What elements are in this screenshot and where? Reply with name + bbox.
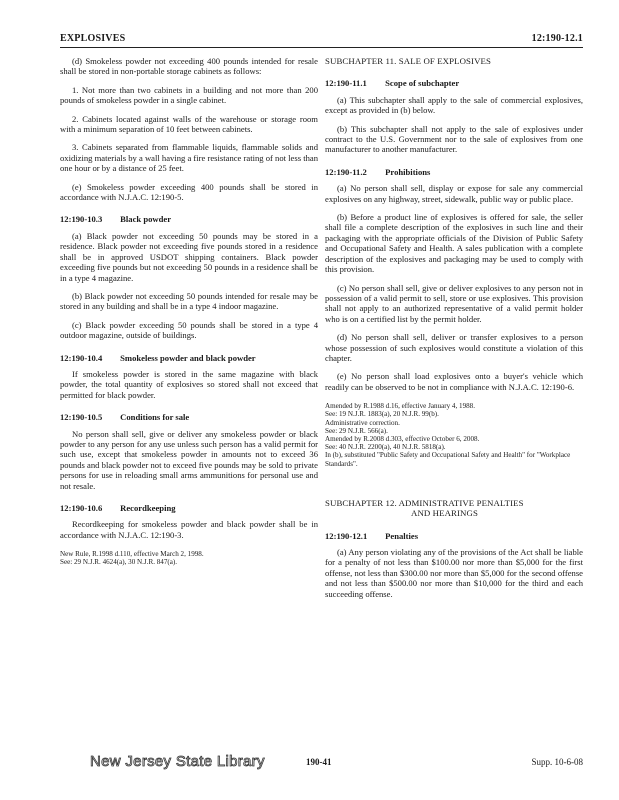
paragraph: (b) This subchapter shall not apply to the sale of explosives under contract to the U.S. Government nor to the sale of explosives from one manufacturer to another manufacturer. bbox=[325, 123, 583, 155]
running-header bbox=[60, 33, 583, 44]
section-heading-10-5 bbox=[60, 412, 318, 422]
section-number: 12:190-10.5 bbox=[60, 412, 103, 423]
paragraph-d-2: 2. Cabinets located against walls of the warehouse or storage room with a minimum separation of 10 feet between cabinets. bbox=[60, 113, 318, 135]
supplement-date: Supp. 10-6-08 bbox=[531, 756, 583, 767]
header-section-number: 12:190-12.1 bbox=[531, 33, 583, 44]
paragraph: (b) Black powder not exceeding 50 pounds intended for resale may be stored in any building and shall be in a type 4 indoor magazine. bbox=[60, 290, 318, 312]
header-rule bbox=[60, 47, 583, 48]
section-number: 12:190-11.2 bbox=[325, 166, 367, 177]
paragraph: (d) No person shall sell, deliver or transfer explosives to a person whose possession of such explosives would constitute a violation of this chapter. bbox=[325, 332, 583, 363]
paragraph: (a) No person shall sell, display or expose for sale any commercial explosives on any highway, street, sidewalk, public way or public place. bbox=[325, 183, 583, 204]
left-column bbox=[60, 56, 318, 575]
paragraph: (c) No person shall sell, give or deliver explosives to any person not in possession of a valid permit to sell, store or use explosives. This provision shall not apply to an authorized representative of a valid permit holder who is on a certified list by the permit holder. bbox=[325, 282, 583, 324]
subchapter-11-heading: SUBCHAPTER 11. SALE OF EXPLOSIVES bbox=[325, 56, 491, 66]
section-title: Recordkeeping bbox=[120, 503, 176, 513]
paragraph-d-1: 1. Not more than two cabinets in a building and not more than 200 pounds of smokeless powder in a single cabinet. bbox=[60, 84, 318, 106]
section-heading-10-6 bbox=[60, 503, 318, 513]
paragraph: (e) No person shall load explosives onto a buyer's vehicle which readily can be observed to be not in compliance with N.J.A.C. 12:190-6. bbox=[325, 371, 583, 392]
section-title: Black powder bbox=[120, 214, 172, 225]
subchapter-12-line1: SUBCHAPTER 12. ADMINISTRATIVE PENALTIES bbox=[325, 497, 524, 508]
right-column bbox=[325, 56, 583, 607]
paragraph-d-3: 3. Cabinets separated from flammable liquids, flammable solids and oxidizing materials by a wall having a fire resistance rating of not less than one hour or by a distance of 25 feet. bbox=[60, 142, 318, 174]
history-notes bbox=[60, 550, 318, 566]
section-heading-10-3 bbox=[60, 214, 318, 224]
section-heading-11-1 bbox=[325, 78, 583, 88]
section-heading-11-2 bbox=[325, 167, 583, 177]
section-number: 12:190-10.3 bbox=[60, 214, 103, 225]
history-note: See: 29 N.J.R. 566(a). bbox=[325, 426, 388, 435]
history-note: In (b), substituted "Public Safety and Occupational Safety and Health" for "Workplace Standards". bbox=[325, 451, 571, 468]
section-title: Prohibitions bbox=[385, 166, 431, 177]
page-footer bbox=[90, 753, 583, 770]
paragraph: (b) Before a product line of explosives is offered for sale, the seller shall file a complete description of the explosives in such line and their packaging with the appropriate officials of the Division of Public Safety and Occupational Safety and Health. A sales publication with a complete description of the explosives and packaging may be used to comply with this provision. bbox=[325, 212, 583, 275]
section-heading-10-4 bbox=[60, 353, 318, 363]
section-number: 12:190-11.1 bbox=[325, 78, 367, 89]
history-note: See: 29 N.J.R. 4624(a), 30 N.J.R. 847(a). bbox=[60, 558, 178, 567]
paragraph-d: (d) Smokeless powder not exceeding 400 pounds intended for resale shall be stored in non-portable storage cabinets as follows: bbox=[60, 56, 318, 77]
paragraph: No person shall sell, give or deliver any smokeless powder or black powder to any person for any use unless such person has a valid permit for such use, except that smokeless powder in amounts not to exceed 36 pounds and black powder not to exceed five pounds may be sold to private persons for use in reloading small arms ammunitions for personal use and not resale. bbox=[60, 428, 318, 491]
history-note: Administrative correction. bbox=[325, 418, 400, 427]
history-note: New Rule, R.1998 d.110, effective March 2, 1998. bbox=[60, 550, 204, 559]
history-note: Amended by R.1988 d.16, effective January 4, 1988. bbox=[325, 402, 475, 411]
paragraph-e: (e) Smokeless powder exceeding 400 pounds shall be stored in accordance with N.J.A.C. 12:190-5. bbox=[60, 181, 318, 203]
paragraph: (a) This subchapter shall apply to the sale of commercial explosives, except as provided in (b) below. bbox=[325, 94, 583, 116]
section-title: Penalties bbox=[385, 530, 419, 541]
section-number: 12:190-10.4 bbox=[60, 352, 103, 363]
history-note: See: 40 N.J.R. 2200(a), 40 N.J.R. 5818(a). bbox=[325, 443, 446, 452]
subchapter-12-line2: AND HEARINGS bbox=[411, 508, 478, 519]
paragraph: (a) Any person violating any of the provisions of the Act shall be liable for a penalty of not less than $100.00 nor more than $5,000 for the first offense, not less than $300.00 nor more than $5,000 for the second offense and not less than $500.00 nor more than $10,000 for the third and each succeeding offense. bbox=[325, 547, 583, 599]
paragraph: (c) Black powder exceeding 50 pounds shall be stored in a type 4 outdoor magazine, outside of buildings. bbox=[60, 319, 318, 341]
paragraph: (a) Black powder not exceeding 50 pounds may be stored in a residence. Black powder not exceeding five pounds stored in a residence shall be in approved USDOT shipping containers. Black powder exceeding five pounds but not exceeding 50 pounds in a residence shall be in a type 4 magazine. bbox=[60, 230, 318, 283]
paragraph: Recordkeeping for smokeless powder and black powder shall be in accordance with N.J.A.C. 12:190-3. bbox=[60, 519, 318, 540]
header-title: EXPLOSIVES bbox=[60, 33, 126, 44]
history-note: Amended by R.2008 d.303, effective October 6, 2008. bbox=[325, 434, 480, 443]
subchapter-12-heading bbox=[325, 498, 583, 519]
section-title: Conditions for sale bbox=[120, 412, 190, 423]
paragraph: If smokeless powder is stored in the same magazine with black powder, the total quantity of explosives so stored shall not exceed that permitted for black powder. bbox=[60, 368, 318, 400]
section-number: 12:190-12.1 bbox=[325, 530, 368, 541]
library-watermark: New Jersey State Library bbox=[90, 753, 265, 770]
section-title: Smokeless powder and black powder bbox=[120, 352, 256, 363]
section-title: Scope of subchapter bbox=[385, 78, 460, 89]
page-number: 190-41 bbox=[306, 756, 332, 767]
history-note: See: 19 N.J.R. 1883(a), 20 N.J.R. 99(b). bbox=[325, 410, 439, 419]
section-number: 12:190-10.6 bbox=[60, 503, 103, 513]
history-notes bbox=[325, 402, 583, 468]
section-heading-12-1 bbox=[325, 531, 583, 541]
